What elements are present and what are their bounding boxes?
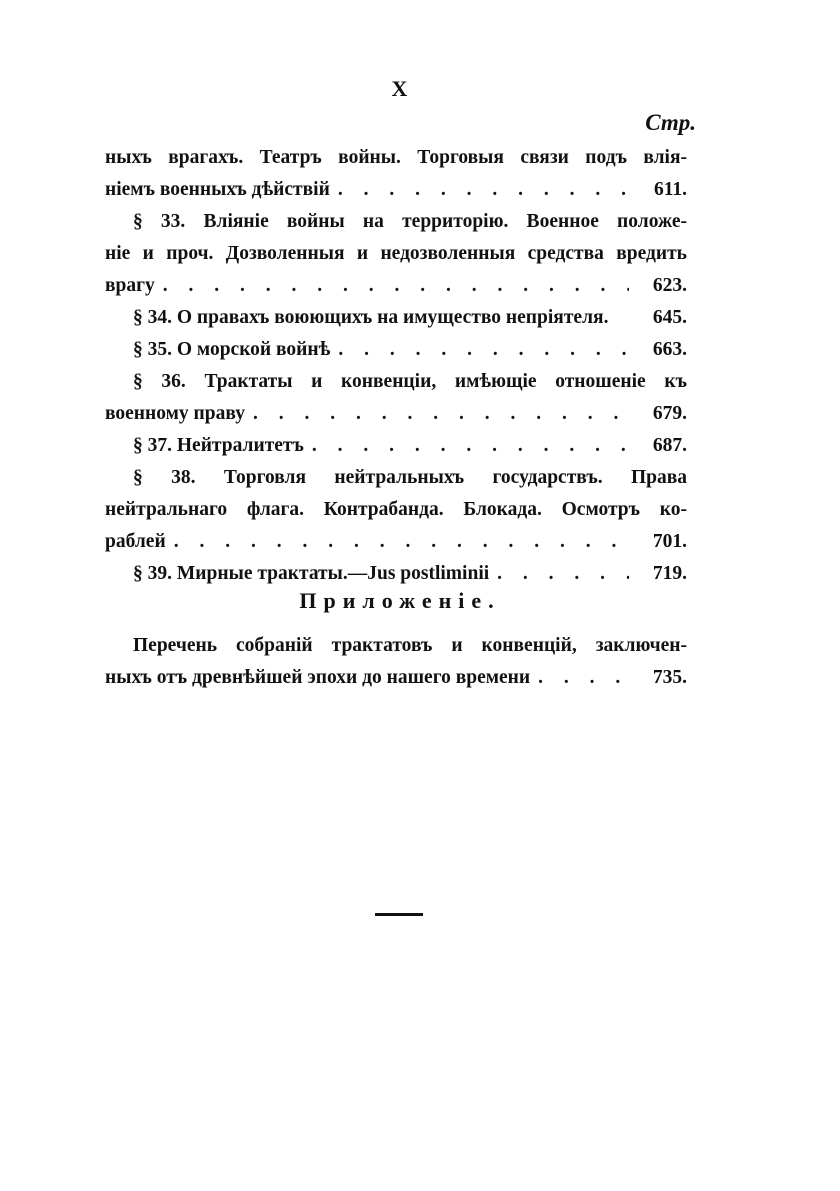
toc-line bbox=[105, 526, 687, 558]
toc-line-text: § 36. Трактаты и конвенціи, имѣющіе отношеніе къ bbox=[133, 371, 687, 392]
toc-line bbox=[105, 366, 687, 398]
toc-page-number: 663. bbox=[652, 339, 687, 360]
appendix-entry bbox=[105, 630, 687, 694]
dot-leader bbox=[304, 430, 629, 462]
toc-line bbox=[105, 270, 687, 302]
toc-page-number: 719. bbox=[652, 563, 687, 584]
appendix-page-number: 735. bbox=[652, 667, 687, 688]
toc-page-number: 687. bbox=[652, 435, 687, 456]
toc-line-text: § 33. Вліяніе войны на территорію. Военное положе- bbox=[133, 211, 687, 232]
toc-page-number: 701. bbox=[652, 531, 687, 552]
toc-line-text: ныхъ врагахъ. Театръ войны. Торговыя связи подъ влія- bbox=[105, 147, 687, 168]
dot-leader bbox=[155, 270, 629, 302]
toc-line bbox=[105, 302, 687, 334]
toc-line bbox=[105, 238, 687, 270]
appendix-line bbox=[105, 630, 687, 662]
toc-line bbox=[105, 174, 687, 206]
toc-page-number: 611. bbox=[653, 179, 687, 200]
toc-line-text: § 39. Мирные трактаты.—Jus postliminii bbox=[133, 563, 490, 584]
toc-line-text: военному праву bbox=[105, 403, 246, 424]
toc-line bbox=[105, 398, 687, 430]
toc-line bbox=[105, 206, 687, 238]
page-number: X bbox=[391, 76, 409, 101]
dot-leader bbox=[330, 174, 629, 206]
closing-rule bbox=[375, 913, 423, 916]
toc-page-number: 679. bbox=[652, 403, 687, 424]
toc-line-text: § 38. Торговля нейтральныхъ государствъ. Права bbox=[133, 467, 687, 488]
toc-line bbox=[105, 430, 687, 462]
appendix-line-text: ныхъ отъ древнѣйшей эпохи до нашего времени bbox=[105, 667, 531, 688]
toc-line-text: § 34. О правахъ воюющихъ на имущество непріятеля. bbox=[133, 307, 609, 328]
dot-leader bbox=[330, 334, 629, 366]
toc-line bbox=[105, 462, 687, 494]
toc-line bbox=[105, 334, 687, 366]
toc-line bbox=[105, 558, 687, 590]
dot-leader bbox=[245, 398, 629, 430]
toc-line-text: врагу bbox=[105, 275, 155, 296]
toc-line-text: § 35. О морской войнѣ bbox=[133, 339, 331, 360]
toc-line-text: ніемъ военныхъ дѣйствій bbox=[105, 179, 330, 200]
appendix-line-text: Перечень собраній трактатовъ и конвенцій, заключен- bbox=[133, 635, 687, 656]
dot-leader bbox=[489, 558, 629, 590]
appendix-line bbox=[105, 662, 687, 694]
toc-line-text: нейтральнаго флага. Контрабанда. Блокада. Осмотръ ко- bbox=[105, 499, 687, 520]
toc-line-text: раблей bbox=[105, 531, 166, 552]
appendix-heading: Приложеніе. bbox=[299, 588, 501, 613]
page-column-label: Стр. bbox=[645, 110, 696, 135]
toc-line bbox=[105, 142, 687, 174]
toc-line bbox=[105, 494, 687, 526]
dot-leader bbox=[530, 662, 629, 694]
toc-line-text: ніе и проч. Дозволенныя и недозволенныя средства вредить bbox=[105, 243, 687, 264]
toc-line-text: § 37. Нейтралитетъ bbox=[133, 435, 304, 456]
dot-leader bbox=[166, 526, 629, 558]
toc-page-number: 623. bbox=[652, 275, 687, 296]
toc-page-number: 645. bbox=[652, 307, 687, 328]
table-of-contents bbox=[105, 142, 687, 590]
